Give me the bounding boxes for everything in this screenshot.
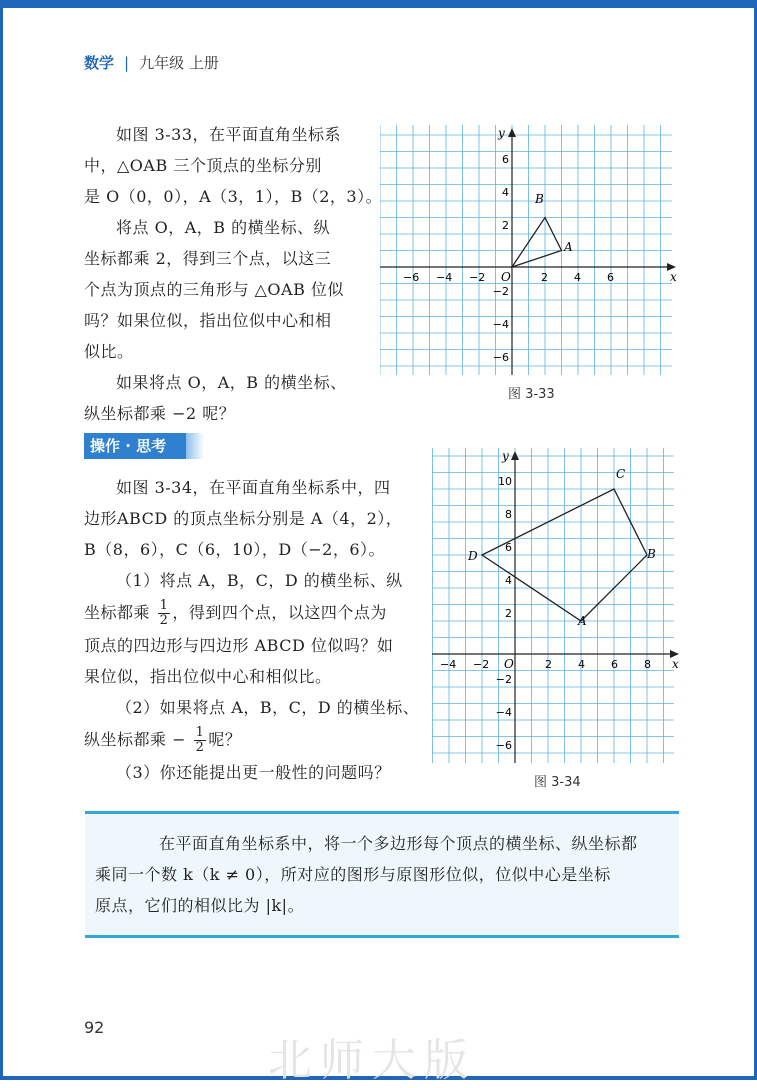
- header-separator: |: [124, 54, 130, 72]
- fraction-negative-half: [194, 726, 207, 755]
- activity-tag-label: 操作 · 思考: [84, 433, 186, 459]
- y-tick-label: −4: [492, 318, 509, 331]
- text-line: 似比。: [84, 342, 134, 361]
- watermark: 北师大版: [268, 1035, 476, 1086]
- point-b-label: B: [535, 192, 544, 206]
- page-number: 92: [84, 1018, 105, 1037]
- text-line: （3）你还能提出更一般性的问题吗？: [116, 763, 391, 782]
- fraction-half: [158, 599, 171, 628]
- y-tick-label: 6: [502, 153, 509, 166]
- text-line: 吗？如果位似，指出位似中心和相: [84, 311, 332, 330]
- x-tick-label: −4: [440, 658, 457, 671]
- activity-tag-fade: [186, 433, 204, 459]
- y-axis-label: y: [498, 126, 505, 140]
- y-tick-label: −2: [495, 673, 512, 686]
- x-tick-label: 6: [611, 658, 618, 671]
- text-line: 纵坐标都乘 −2 呢？: [84, 404, 236, 423]
- text-line: 果位似，指出位似中心和相似比。: [84, 667, 332, 686]
- summary-text: [95, 828, 669, 921]
- text-line: 在平面直角坐标系中，将一个多边形每个顶点的横坐标、纵坐标都: [159, 834, 638, 853]
- x-tick-label: 6: [607, 271, 614, 284]
- fraction-denominator: 2: [195, 740, 205, 755]
- y-axis-label: y: [502, 449, 509, 463]
- running-header: [84, 52, 219, 73]
- text-line: B（8，6），C（6，10），D（−2，6）。: [84, 540, 385, 559]
- text-line: 如果将点 O，A，B 的横坐标、: [116, 373, 347, 392]
- subject-label: 数学: [84, 54, 115, 72]
- y-tick-label: −4: [495, 706, 512, 719]
- x-tick-label: −6: [403, 271, 420, 284]
- summary-box: [85, 811, 679, 938]
- axes: [380, 128, 676, 375]
- y-tick-label: 2: [505, 607, 512, 620]
- x-axis-label: x: [672, 657, 679, 671]
- point-d-label: D: [468, 549, 478, 563]
- y-tick-label: 8: [505, 508, 512, 521]
- y-tick-label: 4: [505, 574, 512, 587]
- activity-tag: [84, 433, 204, 459]
- fraction-numerator: 1: [195, 725, 205, 740]
- text-line: 乘同一个数 k（k ≠ 0），所对应的图形与原图形位似，位似中心是坐标: [95, 865, 611, 884]
- text-line: 个点为顶点的三角形与 △OAB 位似: [84, 280, 344, 299]
- grid-lines: [432, 448, 674, 763]
- triangle-oab: [512, 218, 562, 268]
- y-tick-label: 2: [502, 219, 509, 232]
- text-line: 如图 3-33，在平面直角坐标系: [116, 125, 342, 144]
- text-fragment: 呢？: [208, 730, 242, 749]
- section2-paragraph: [84, 472, 419, 788]
- text-line: 边形ABCD 的顶点坐标分别是 A（4，2），: [84, 509, 403, 528]
- left-frame-bar: [0, 0, 3, 1080]
- x-tick-label: 8: [644, 658, 651, 671]
- text-fragment: 纵坐标都乘 −: [84, 730, 186, 749]
- point-b-label: B: [647, 547, 656, 561]
- y-tick-label: 6: [505, 541, 512, 554]
- point-c-label: C: [616, 467, 626, 481]
- y-tick-label: −2: [492, 285, 509, 298]
- point-a-label: A: [578, 614, 587, 628]
- text-line: 原点，它们的相似比为 |k|。: [95, 896, 305, 915]
- x-axis-label: x: [670, 270, 677, 284]
- text-line: （2）如果将点 A，B，C，D 的横坐标、: [116, 698, 420, 717]
- y-tick-label: 4: [502, 186, 509, 199]
- text-line-with-fraction: [84, 723, 419, 757]
- grid-lines: [380, 125, 672, 375]
- text-line: 如图 3-34，在平面直角坐标系中，四: [116, 478, 391, 497]
- grade-label: 九年级 上册: [139, 54, 219, 72]
- section1-paragraph: [84, 119, 382, 429]
- fraction-numerator: 1: [159, 598, 169, 613]
- point-a-label: A: [564, 240, 573, 254]
- x-tick-labels: [440, 658, 651, 671]
- x-tick-label: −2: [469, 271, 486, 284]
- text-line: 中，△OAB 三个顶点的坐标分别: [84, 156, 322, 175]
- text-line-with-fraction: [84, 596, 419, 630]
- axes: [432, 451, 679, 763]
- text-line: 坐标都乘 2，得到三个点，以这三: [84, 249, 332, 268]
- figure-3-34-graph: [432, 448, 682, 763]
- x-tick-label: 4: [574, 271, 581, 284]
- text-line: （1）将点 A，B，C，D 的横坐标、纵: [116, 571, 403, 590]
- y-tick-label: −6: [492, 351, 509, 364]
- x-tick-label: 2: [541, 271, 548, 284]
- figure-3-34-caption: 图 3-34: [534, 775, 581, 790]
- x-tick-label: −4: [436, 271, 453, 284]
- origin-label: O: [501, 270, 511, 284]
- text-line: 将点 O，A，B 的横坐标、纵: [116, 218, 331, 237]
- figure-3-33-graph: [380, 125, 680, 375]
- fraction-denominator: 2: [159, 613, 169, 628]
- x-tick-label: −2: [473, 658, 490, 671]
- y-axis-arrow-icon: [508, 128, 516, 137]
- text-fragment: 坐标都乘: [84, 603, 151, 622]
- text-line: 是 O（0，0），A（3，1），B（2，3）。: [84, 187, 383, 206]
- figure-3-33-caption: 图 3-33: [508, 387, 555, 402]
- x-tick-label: 4: [578, 658, 585, 671]
- origin-label: O: [504, 657, 514, 671]
- y-axis-arrow-icon: [511, 451, 519, 460]
- y-tick-label: −6: [495, 739, 512, 752]
- y-tick-label: 10: [498, 475, 512, 488]
- text-fragment: ，得到四个点，以这四个点为: [172, 603, 387, 622]
- text-line: 顶点的四边形与四边形 ABCD 位似吗？如: [84, 636, 394, 655]
- top-frame-bar: [0, 0, 757, 8]
- x-tick-label: 2: [545, 658, 552, 671]
